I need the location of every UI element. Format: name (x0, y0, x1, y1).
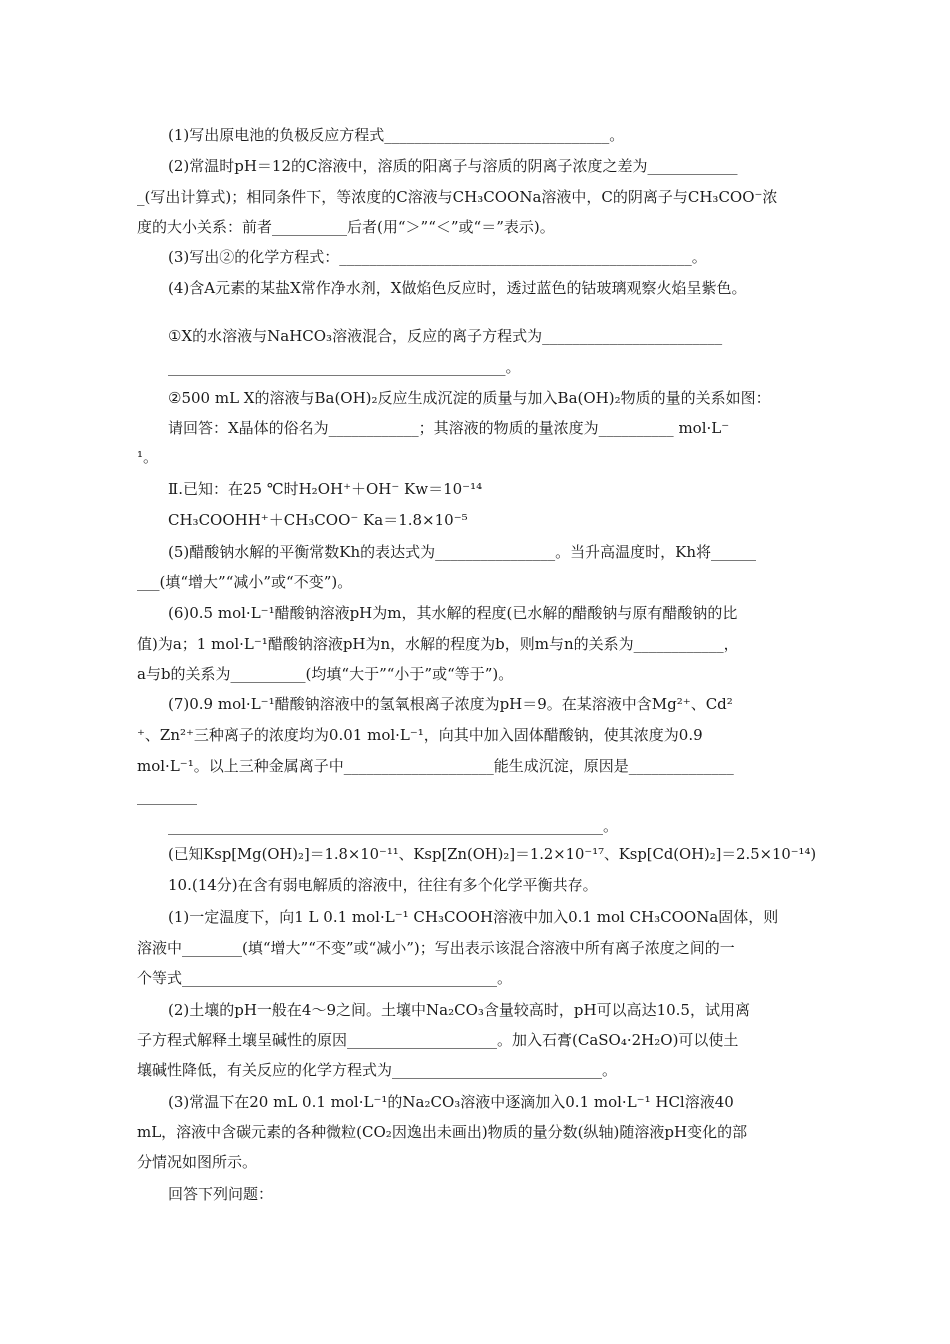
text-line: ②500 mL X的溶液与Ba(OH)₂反应生成沉淀的质量与加入Ba(OH)₂物质的量的关系如图： (168, 389, 771, 407)
text-line: _____________________________________________。 (168, 358, 521, 376)
text-line: 值)为a；1 mol·L⁻¹醋酸钠溶液pH为n，水解的程度为b，则m与n的关系为____________， (137, 635, 739, 653)
text-line: (2)常温时pH＝12的C溶液中，溶质的阳离子与溶质的阴离子浓度之差为____________ (168, 157, 738, 175)
text-line: ⁺、Zn²⁺三种离子的浓度均为0.01 mol·L⁻¹，向其中加入固体醋酸钠，使其浓度为0.9 (137, 726, 703, 744)
text-line: (1)一定温度下，向1 L 0.1 mol·L⁻¹ CH₃COOH溶液中加入0.1 mol CH₃COONa固体，则 (168, 908, 779, 926)
text-line: (1)写出原电池的负极反应方程式______________________________。 (168, 126, 625, 144)
text-line: a与b的关系为__________(均填“大于”“小于”或“等于”)。 (137, 665, 514, 683)
text-line: 子方程式解释土壤呈碱性的原因____________________。加入石膏(CaSO₄·2H₂O)可以使土 (137, 1031, 739, 1049)
text-line: ________ (137, 787, 197, 805)
text-line: 溶液中________(填“增大”“不变”或“减小”)；写出表示该混合溶液中所有离子浓度之间的一 (137, 939, 735, 957)
text-line: ___(填“增大”“减小”或“不变”)。 (137, 573, 353, 591)
text-line: 壤碱性降低，有关反应的化学方程式为____________________________。 (137, 1061, 618, 1079)
text-line: Ⅱ.已知：在25 ℃时H₂OH⁺＋OH⁻ Kw＝10⁻¹⁴ (168, 480, 483, 498)
text-line: (已知Ksp[Mg(OH)₂]＝1.8×10⁻¹¹、Ksp[Zn(OH)₂]＝1.2×10⁻¹⁷、Ksp[Cd(OH)₂]＝2.5×10⁻¹⁴) (168, 846, 817, 863)
text-line: _(写出计算式)；相同条件下，等浓度的C溶液与CH₃COONa溶液中，C的阴离子与CH₃COO⁻浓 (137, 188, 778, 206)
text-line: mol·L⁻¹。以上三种金属离子中____________________能生成沉淀，原因是______________ (137, 757, 734, 775)
text-line: (5)醋酸钠水解的平衡常数Kh的表达式为________________。当升高温度时，Kh将______ (168, 543, 756, 561)
text-line: (2)土壤的pH一般在4～9之间。土壤中Na₂CO₃含量较高时，pH可以高达10.5，试用离 (168, 1001, 750, 1019)
text-line: ①X的水溶液与NaHCO₃溶液混合，反应的离子方程式为________________________ (168, 327, 723, 345)
text-line: 10.(14分)在含有弱电解质的溶液中，往往有多个化学平衡共存。 (168, 876, 598, 894)
text-line: (3)写出②的化学方程式：_______________________________________________。 (168, 248, 707, 266)
text-line: (6)0.5 mol·L⁻¹醋酸钠溶液pH为m，其水解的程度(已水解的醋酸钠与原有醋酸钠的比 (168, 604, 738, 622)
text-line: 个等式__________________________________________。 (137, 969, 513, 987)
text-line: 分情况如图所示。 (137, 1153, 258, 1171)
text-line: (4)含A元素的某盐X常作净水剂，X做焰色反应时，透过蓝色的钴玻璃观察火焰呈紫色。 (168, 279, 747, 297)
text-line: mL，溶液中含碳元素的各种微粒(CO₂因逸出未画出)物质的量分数(纵轴)随溶液pH变化的部 (137, 1123, 748, 1141)
text-line: ¹。 (137, 448, 159, 466)
text-line: 回答下列问题： (168, 1185, 274, 1203)
text-line: 度的大小关系：前者__________后者(用“＞”“＜”或“＝”表示)。 (137, 218, 555, 236)
text-line: CH₃COOHH⁺＋CH₃COO⁻ Ka＝1.8×10⁻⁵ (168, 511, 468, 529)
text-line: __________________________________________________________。 (168, 817, 619, 835)
text-line: 请回答：X晶体的俗名为____________；其溶液的物质的量浓度为__________ mol·L⁻ (168, 419, 730, 437)
text-line: (3)常温下在20 mL 0.1 mol·L⁻¹的Na₂CO₃溶液中逐滴加入0.1 mol·L⁻¹ HCl溶液40 (168, 1093, 734, 1111)
text-line: (7)0.9 mol·L⁻¹醋酸钠溶液中的氢氧根离子浓度为pH＝9。在某溶液中含Mg²⁺、Cd² (168, 695, 733, 713)
